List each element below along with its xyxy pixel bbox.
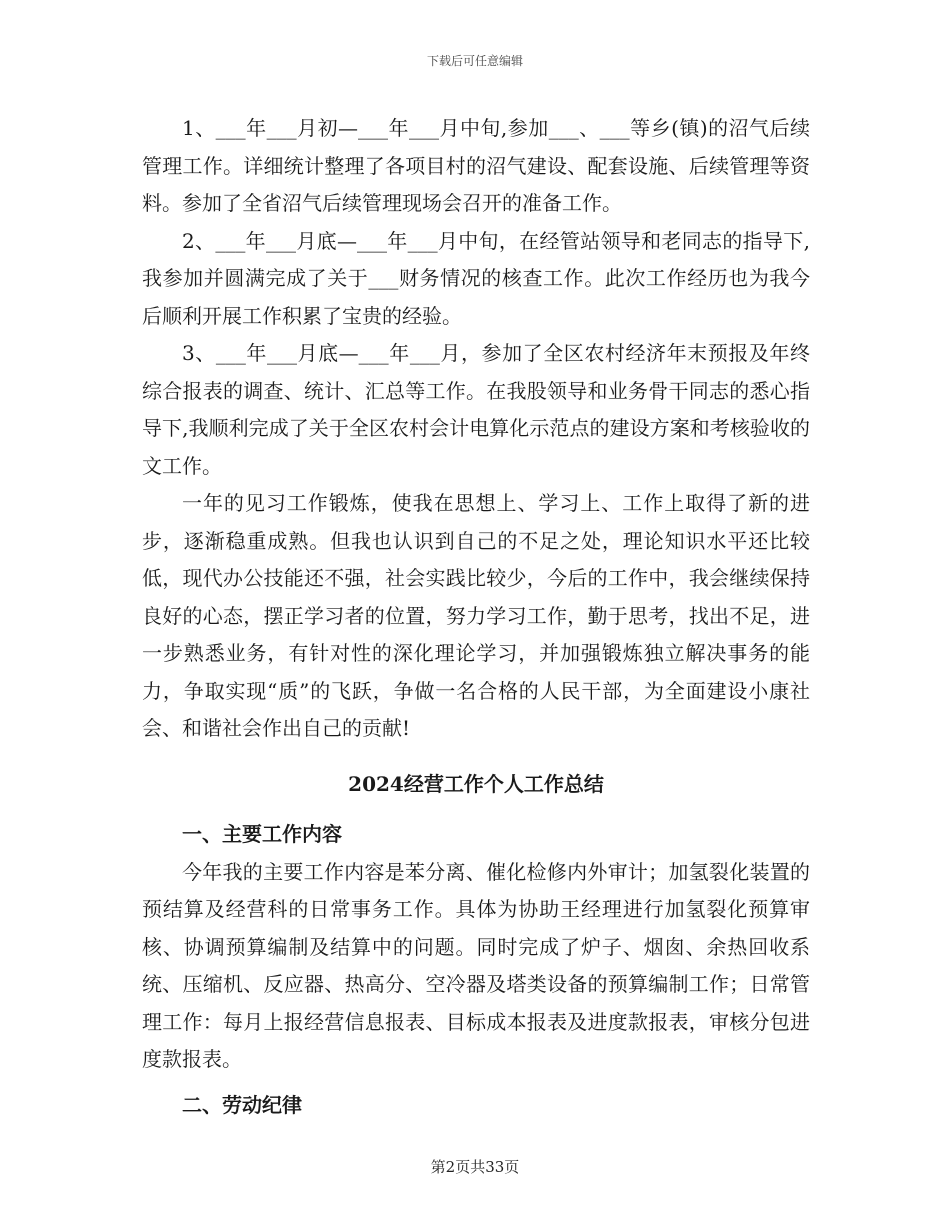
paragraph-main-work: 今年我的主要工作内容是苯分离、催化检修内外审计；加氢裂化装置的预结算及经营科的日常事务工作。具体为协助王经理进行加氢裂化预算审核、协调预算编制及结算中的问题。同时完成了炉子、烟囱、余热回收系统、压缩机、反应器、热高分、空冷器及塔类设备的预算编制工作；日常管理工作：每月上报经营信息报表、目标成本报表及进度款报表，审核分包进度款报表。 [142, 859, 810, 1071]
page-number: 第2页共33页 [430, 1158, 520, 1176]
section-heading-labor-discipline: 二、劳动纪律 [182, 1092, 302, 1117]
document-body [142, 110, 810, 1125]
paragraph-item-1: 1、___年___月初—___年___月中旬,参加___、___等乡(镇)的沼气后续管理工作。详细统计整理了各项目村的沼气建设、配套设施、后续管理等资料。参加了全省沼气后续管理现场会召开的准备工作。 [142, 116, 810, 215]
section-heading-main-work: 一、主要工作内容 [182, 821, 342, 846]
document-title: 2024经营工作个人工作总结 [348, 771, 604, 796]
paragraph-item-2: 2、___年___月底—___年___月中旬，在经管站领导和老同志的指导下,我参加并圆满完成了关于___财务情况的核查工作。此次工作经历也为我今后顺利开展工作积累了宝贵的经验。 [142, 228, 810, 328]
paragraph-item-3: 3、___年___月底—___年___月，参加了全区农村经济年末预报及年终综合报表的调查、统计、汇总等工作。在我股领导和业务骨干同志的悉心指导下,我顺利完成了关于全区农村会计电算化示范点的建设方案和考核验收的文工作。 [142, 341, 810, 478]
page-header: 下载后可任意编辑 [426, 54, 523, 68]
paragraph-summary: 一年的见习工作锻炼，使我在思想上、学习上、工作上取得了新的进步，逐渐稳重成熟。但我也认识到自己的不足之处，理论知识水平还比较低，现代办公技能还不强，社会实践比较少，今后的工作中，我会继续保持良好的心态，摆正学习者的位置，努力学习工作，勤于思考，找出不足，进一步熟悉业务，有针对性的深化理论学习，并加强锻炼独立解决事务的能力，争取实现“质”的飞跃，争做一名合格的人民干部，为全面建设小康社会、和谐社会作出自己的贡献! [142, 491, 810, 740]
